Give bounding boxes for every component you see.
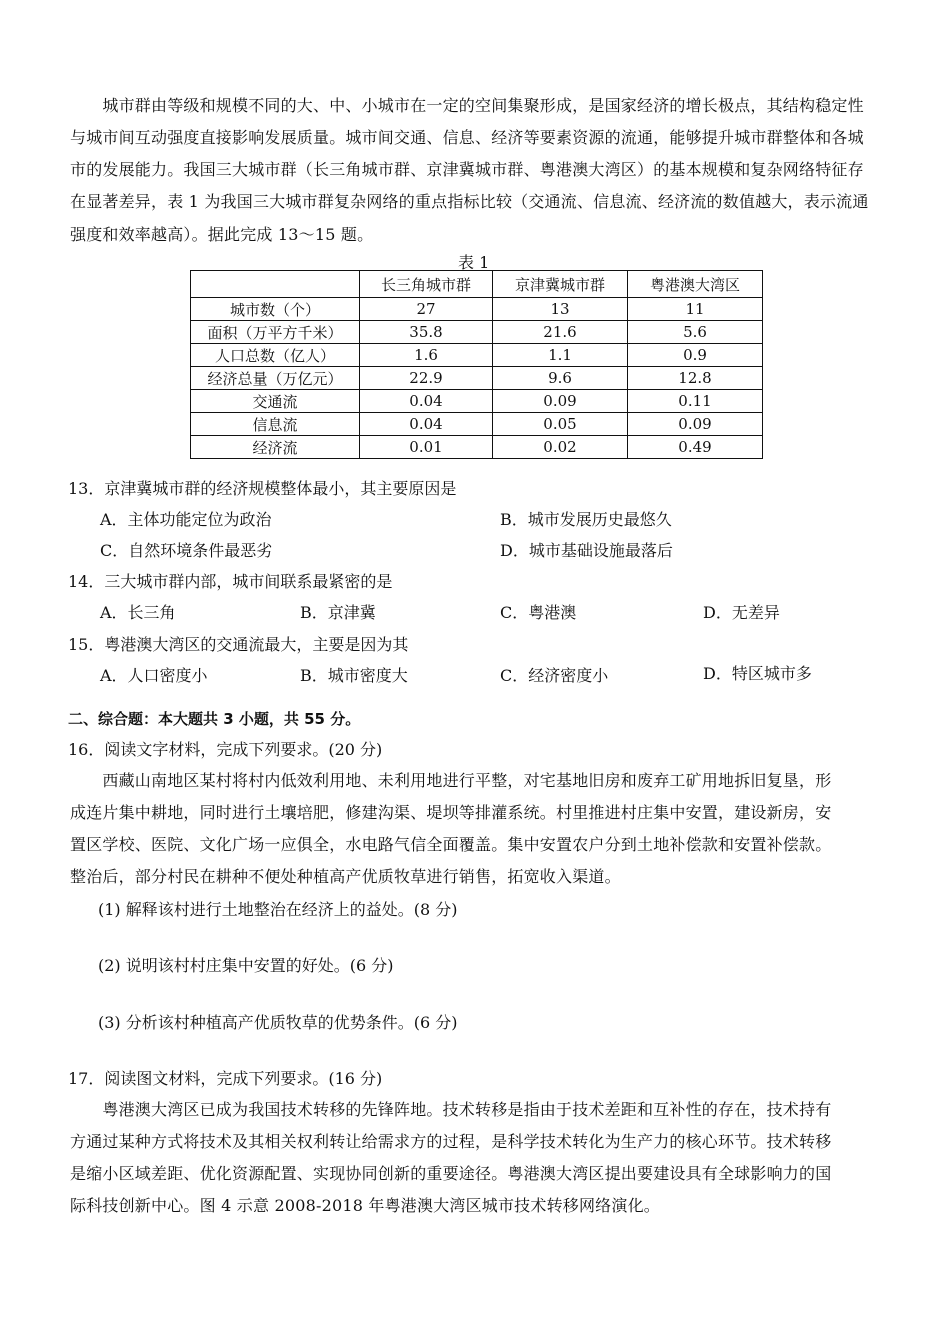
question-16-material-line: 西藏山南地区某村将村内低效利用地、未利用地进行平整，对宅基地旧房和废弃工矿用地拆旧复垦，形 xyxy=(70,771,832,790)
table-row xyxy=(191,344,763,367)
table-cell: 27 xyxy=(360,298,493,321)
table-row xyxy=(191,436,763,459)
table-cell: 12.8 xyxy=(628,367,763,390)
table-row xyxy=(191,321,763,344)
table-cell: 城市数（个） xyxy=(191,298,360,321)
section-title: 二、综合题：本大题共 3 小题，共 55 分。 xyxy=(68,710,361,728)
question-17-material-line: 粤港澳大湾区已成为我国技术转移的先锋阵地。技术转移是指由于技术差距和互补性的存在，技术持有 xyxy=(70,1100,832,1119)
intro-line: 在显著差异，表 1 为我国三大城市群复杂网络的重点指标比较（交通流、信息流、经济流的数值越大，表示流通 xyxy=(70,192,869,211)
table-caption: 表 1 xyxy=(458,253,490,272)
table-cell: 0.09 xyxy=(493,390,628,413)
question-14-option-a: A．长三角 xyxy=(100,603,176,622)
table-cell: 面积（万平方千米） xyxy=(191,321,360,344)
table-cell: 9.6 xyxy=(493,367,628,390)
question-14-stem: 14．三大城市群内部，城市间联系最紧密的是 xyxy=(68,572,393,591)
question-17-material-line: 际科技创新中心。图 4 示意 2008-2018 年粤港澳大湾区城市技术转移网络演化。 xyxy=(70,1196,660,1215)
table-cell: 13 xyxy=(493,298,628,321)
table-cell: 22.9 xyxy=(360,367,493,390)
table-cell: 11 xyxy=(628,298,763,321)
table-row xyxy=(191,390,763,413)
question-15-option-c: C．经济密度小 xyxy=(500,666,609,685)
table-header-cell xyxy=(191,271,360,298)
table-cell: 35.8 xyxy=(360,321,493,344)
intro-line: 与城市间互动强度直接影响发展质量。城市间交通、信息、经济等要素资源的流通，能够提升城市群整体和各城 xyxy=(70,128,864,147)
question-16-material-line: 成连片集中耕地，同时进行土壤培肥，修建沟渠、堤坝等排灌系统。村里推进村庄集中安置，建设新房，安 xyxy=(70,803,832,822)
table-cell: 信息流 xyxy=(191,413,360,436)
question-15-option-a: A．人口密度小 xyxy=(100,666,208,685)
table-cell: 1.6 xyxy=(360,344,493,367)
table-cell: 1.1 xyxy=(493,344,628,367)
table-row xyxy=(191,413,763,436)
question-17-stem: 17．阅读图文材料，完成下列要求。(16 分) xyxy=(68,1069,383,1088)
question-16-sub-2: (2) 说明该村村庄集中安置的好处。(6 分) xyxy=(98,956,394,975)
question-16-material-line: 置区学校、医院、文化广场一应俱全，水电路气信全面覆盖。集中安置农户分到土地补偿款和安置补偿款。 xyxy=(70,835,832,854)
question-17-material-line: 方通过某种方式将技术及其相关权利转让给需求方的过程，是科学技术转化为生产力的核心环节。技术转移 xyxy=(70,1132,832,1151)
table-cell: 0.9 xyxy=(628,344,763,367)
table-row xyxy=(191,298,763,321)
question-17-material-line: 是缩小区域差距、优化资源配置、实现协同创新的重要途径。粤港澳大湾区提出要建设具有全球影响力的国 xyxy=(70,1164,832,1183)
question-16-sub-1: (1) 解释该村进行土地整治在经济上的益处。(8 分) xyxy=(98,900,458,919)
question-15-stem: 15．粤港澳大湾区的交通流最大，主要是因为其 xyxy=(68,635,409,654)
question-13-option-b: B．城市发展历史最悠久 xyxy=(500,510,672,529)
table-header-row xyxy=(191,271,763,298)
table-cell: 0.04 xyxy=(360,390,493,413)
table-cell: 0.49 xyxy=(628,436,763,459)
question-15-option-b: B．城市密度大 xyxy=(300,666,408,685)
table-cell: 经济总量（万亿元） xyxy=(191,367,360,390)
question-13-option-d: D．城市基础设施最落后 xyxy=(500,541,673,560)
table-row xyxy=(191,367,763,390)
table-cell: 5.6 xyxy=(628,321,763,344)
intro-line: 强度和效率越高）。据此完成 13～15 题。 xyxy=(70,225,374,244)
table-cell: 经济流 xyxy=(191,436,360,459)
table-cell: 0.01 xyxy=(360,436,493,459)
question-13-stem: 13．京津冀城市群的经济规模整体最小，其主要原因是 xyxy=(68,479,457,498)
table-cell: 0.05 xyxy=(493,413,628,436)
table-cell: 人口总数（亿人） xyxy=(191,344,360,367)
intro-line: 城市群由等级和规模不同的大、中、小城市在一定的空间集聚形成，是国家经济的增长极点，其结构稳定性 xyxy=(70,96,864,115)
question-14-option-d: D．无差异 xyxy=(703,603,780,622)
comparison-table xyxy=(190,270,763,459)
question-16-sub-3: (3) 分析该村种植高产优质牧草的优势条件。(6 分) xyxy=(98,1013,458,1032)
table-cell: 21.6 xyxy=(493,321,628,344)
table-cell: 0.04 xyxy=(360,413,493,436)
table-cell: 交通流 xyxy=(191,390,360,413)
question-14-option-b: B．京津冀 xyxy=(300,603,376,622)
question-15-option-d: D．特区城市多 xyxy=(703,664,812,683)
table-cell: 0.11 xyxy=(628,390,763,413)
intro-line: 市的发展能力。我国三大城市群（长三角城市群、京津冀城市群、粤港澳大湾区）的基本规模和复杂网络特征存 xyxy=(70,160,864,179)
table-header-cell: 粤港澳大湾区 xyxy=(628,271,763,298)
table-cell: 0.02 xyxy=(493,436,628,459)
question-13-option-a: A．主体功能定位为政治 xyxy=(100,510,272,529)
table-cell: 0.09 xyxy=(628,413,763,436)
question-16-stem: 16．阅读文字材料，完成下列要求。(20 分) xyxy=(68,740,383,759)
question-13-option-c: C．自然环境条件最恶劣 xyxy=(100,541,273,560)
question-14-option-c: C．粤港澳 xyxy=(500,603,577,622)
question-16-material-line: 整治后，部分村民在耕种不便处种植高产优质牧草进行销售，拓宽收入渠道。 xyxy=(70,867,621,886)
table-header-cell: 京津冀城市群 xyxy=(493,271,628,298)
table-header-cell: 长三角城市群 xyxy=(360,271,493,298)
